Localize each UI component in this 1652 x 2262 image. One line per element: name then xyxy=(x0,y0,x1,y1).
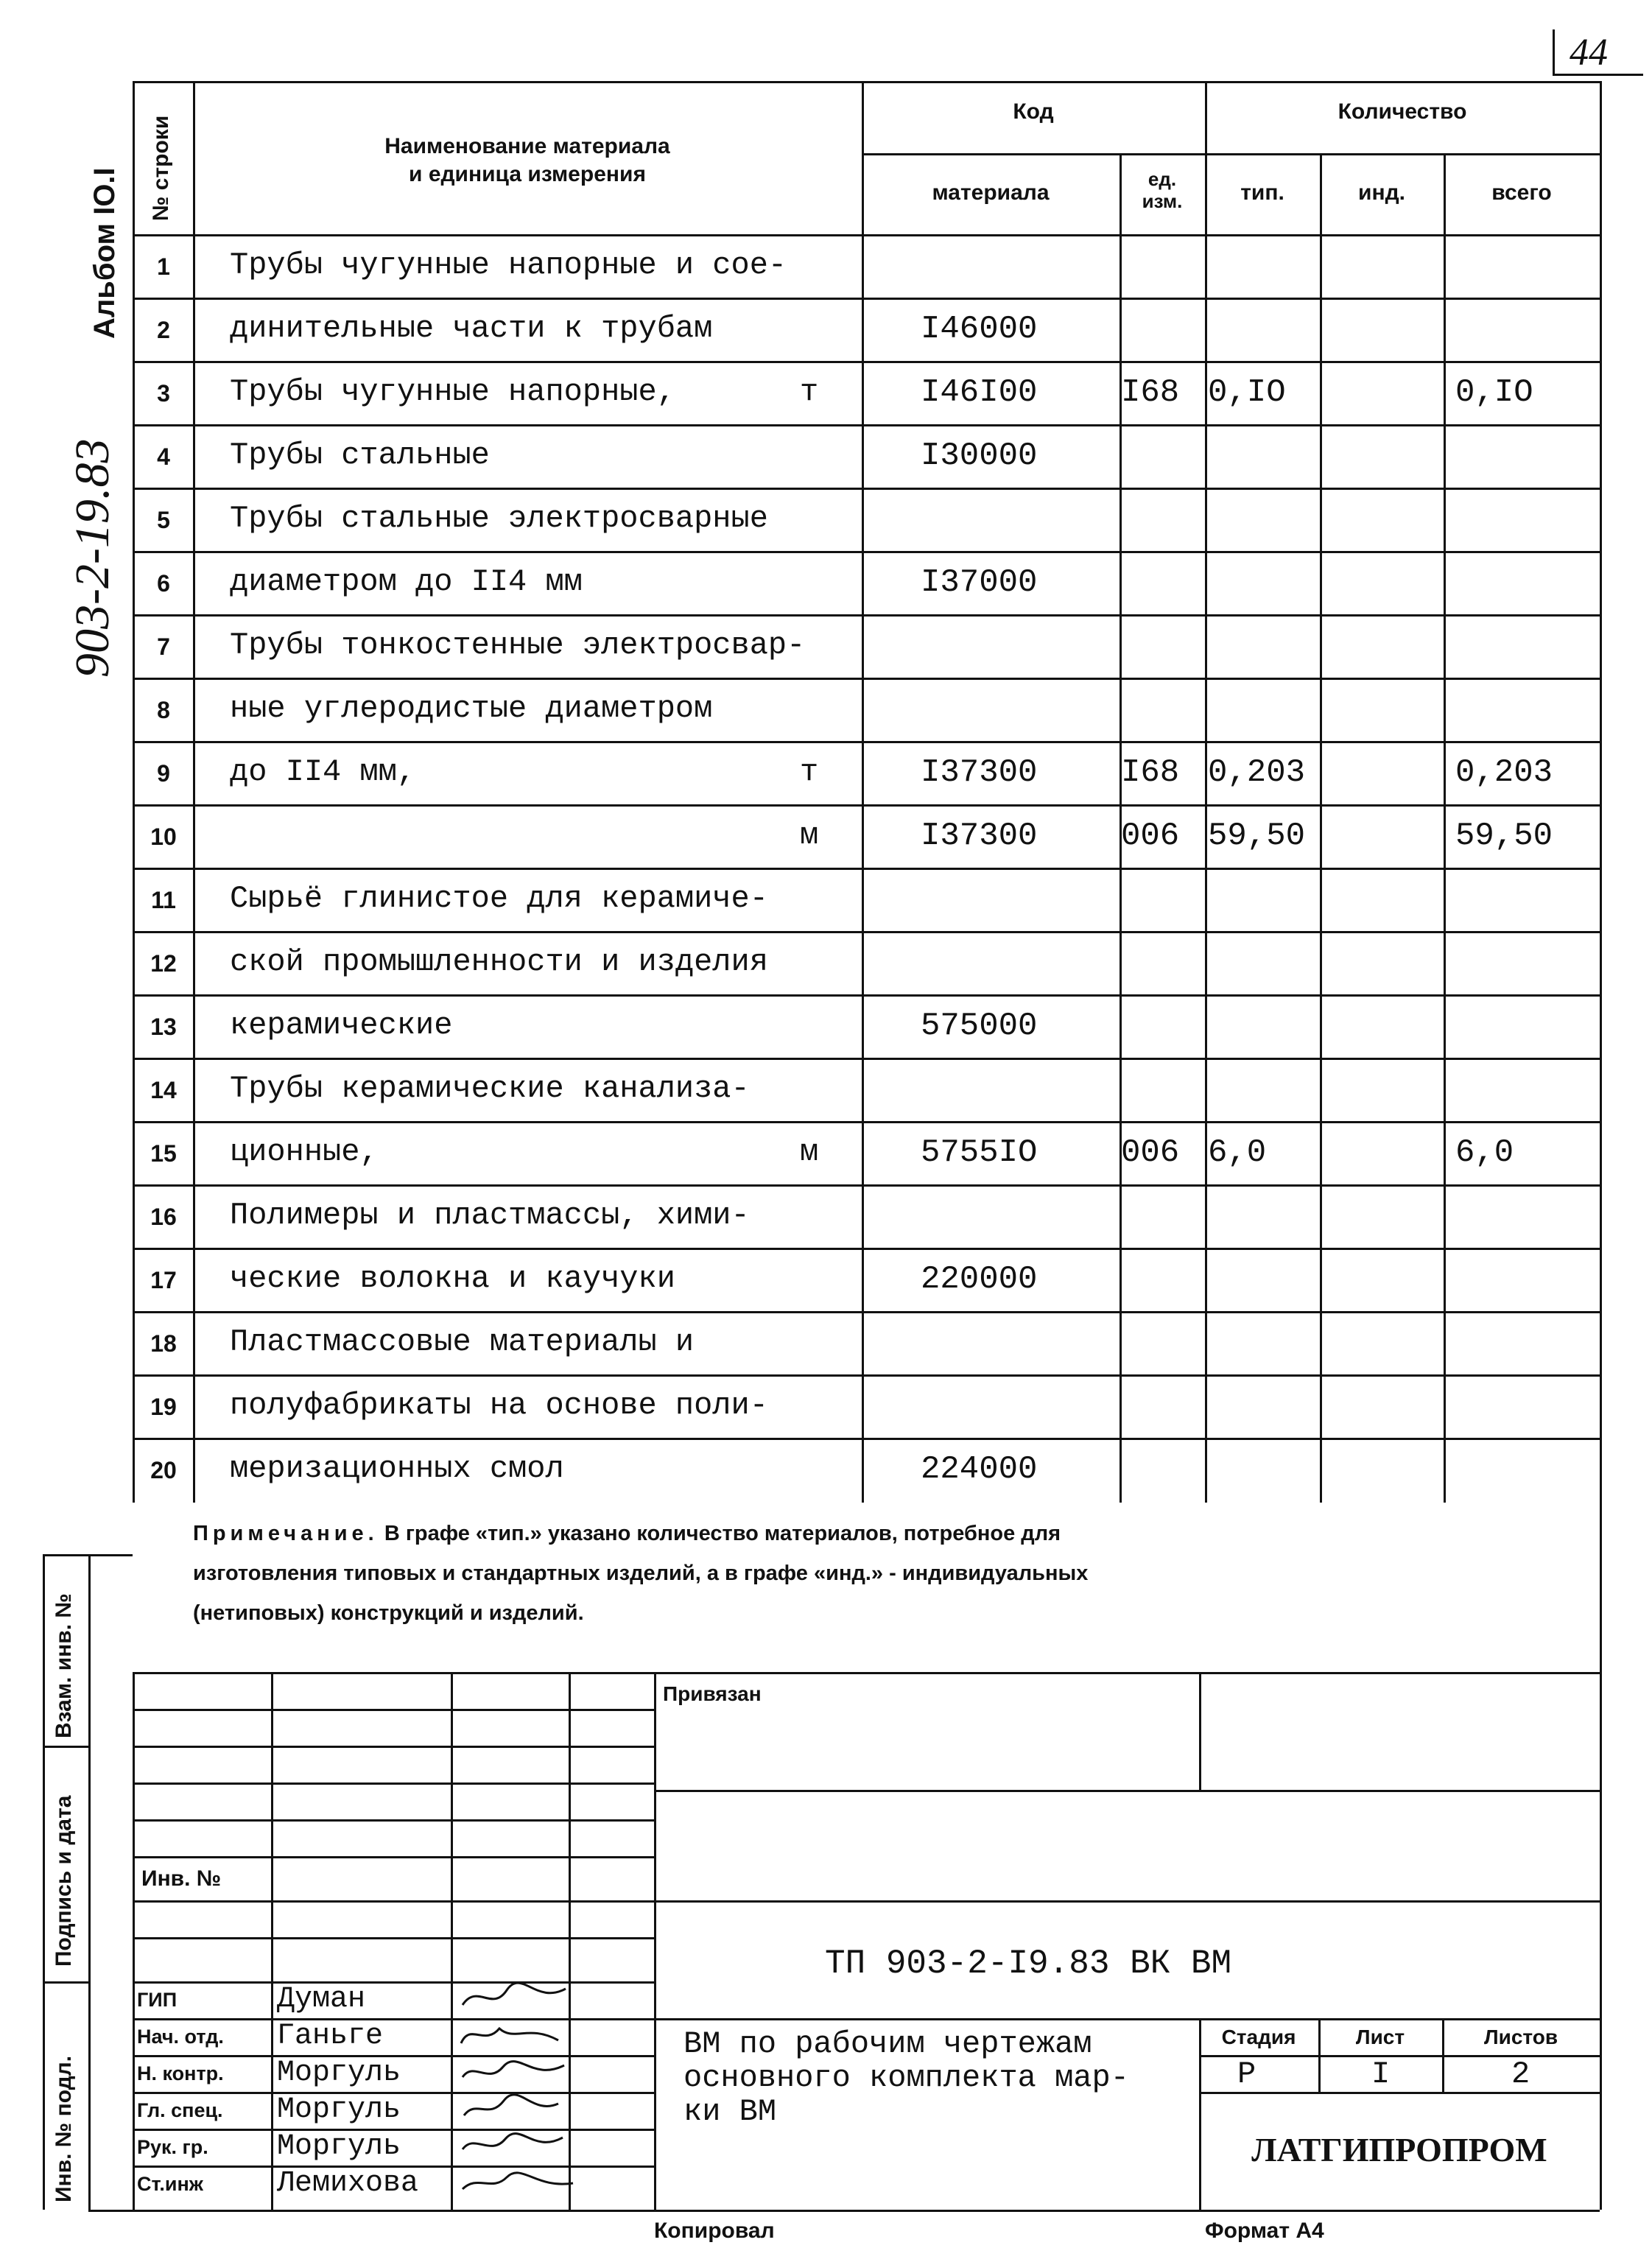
side-label-podpis: Подпись и дата xyxy=(52,1795,76,1967)
table-row-line xyxy=(133,804,1600,807)
side-strip-left xyxy=(43,1554,45,2210)
table-row-line xyxy=(133,1438,1600,1440)
row-name: полуфабрикаты на основе поли- xyxy=(230,1388,768,1423)
header-qty-ind: инд. xyxy=(1358,180,1405,205)
sheet-value: I xyxy=(1371,2056,1391,2092)
note-text-3: (нетиповых) конструкций и изделий. xyxy=(193,1601,584,1625)
note-label: Примечание. xyxy=(193,1522,379,1545)
row-qty-total: 6,0 xyxy=(1455,1134,1514,1171)
row-unit: м xyxy=(800,818,819,853)
side-label-vzam: Взам. инв. № xyxy=(52,1593,76,1738)
header-code-material: материала xyxy=(932,180,1050,205)
row-name: ные углеродистые диаметром xyxy=(230,691,713,726)
inv-no-label: Инв. № xyxy=(141,1866,222,1891)
row-number: 7 xyxy=(157,633,170,660)
row-code: I46000 xyxy=(921,311,1038,348)
header-code-unit: ед. изм. xyxy=(1142,168,1183,212)
table-row-line xyxy=(133,1248,1600,1250)
header-name: Наименование материала и единица измерения xyxy=(384,134,670,186)
row-code: I46I00 xyxy=(921,374,1038,411)
signature-role: Н. контр. xyxy=(137,2062,224,2084)
handwritten-signature xyxy=(455,1983,632,2018)
note-text-1: В графе «тип.» указано количество материалов, потребное для xyxy=(384,1522,1061,1545)
row-qty-typ: 0,203 xyxy=(1208,754,1306,791)
stamp-row-line xyxy=(133,1937,654,1939)
row-code: I30000 xyxy=(921,438,1038,474)
sheet-label: Лист xyxy=(1355,2026,1405,2048)
row-name: диаметром до II4 мм xyxy=(230,564,583,600)
handwritten-signature xyxy=(455,2167,632,2202)
signature-name: Моргуль xyxy=(277,2093,401,2126)
table-row-line xyxy=(133,298,1600,300)
table-row-line xyxy=(133,1311,1600,1313)
col-name-line xyxy=(862,81,864,1503)
row-name: ческие волокна и каучуки xyxy=(230,1261,675,1296)
row-number: 17 xyxy=(150,1267,177,1293)
row-number: 16 xyxy=(150,1204,177,1230)
signature-role: Гл. спец. xyxy=(137,2099,223,2121)
row-number: 2 xyxy=(157,317,170,343)
table-row-line xyxy=(133,361,1600,363)
signature-role: Ст.инж xyxy=(137,2173,203,2195)
col-ind-line xyxy=(1444,153,1446,1503)
row-number: 20 xyxy=(150,1457,177,1483)
table-row-line xyxy=(133,614,1600,617)
row-number: 15 xyxy=(150,1140,177,1167)
header-code: Код xyxy=(1013,99,1054,124)
sheet-number-box xyxy=(1553,29,1643,76)
row-number: 12 xyxy=(150,950,177,977)
row-code: 575000 xyxy=(921,1008,1038,1044)
stage-label: Стадия xyxy=(1221,2026,1296,2048)
row-name: Трубы чугунные напорные и сое- xyxy=(230,247,787,283)
handwritten-signature xyxy=(455,2130,632,2166)
album-code: 903-2-19.83 xyxy=(66,438,119,678)
stamp-row-line xyxy=(133,1819,654,1822)
row-number: 4 xyxy=(157,443,170,470)
table-row-line xyxy=(133,994,1600,997)
row-code: 5755IO xyxy=(921,1134,1038,1171)
row-code: I37300 xyxy=(921,754,1038,791)
row-number: 5 xyxy=(157,507,170,533)
side-strip-sep-2 xyxy=(43,1981,88,1984)
row-qty-total: 0,IO xyxy=(1455,374,1533,411)
sheet-number: 44 xyxy=(1570,32,1608,74)
header-qty-typ: тип. xyxy=(1240,180,1284,205)
side-strip-mid xyxy=(88,1554,91,2210)
row-name: Трубы чугунные напорные, xyxy=(230,374,675,410)
signature-role: Рук. гр. xyxy=(137,2136,208,2158)
row-code: 220000 xyxy=(921,1261,1038,1298)
signature-name: Моргуль xyxy=(277,2130,401,2163)
col-rownum-line xyxy=(193,81,195,1503)
handwritten-signature xyxy=(455,2093,632,2129)
row-unit: т xyxy=(800,754,819,790)
signature-name: Ганьге xyxy=(277,2020,384,2053)
table-row-line xyxy=(133,1058,1600,1060)
header-quantity: Количество xyxy=(1338,99,1467,124)
table-row-line xyxy=(133,741,1600,743)
row-number: 14 xyxy=(150,1077,177,1103)
row-name: Сырьё глинистое для керамиче- xyxy=(230,881,768,916)
doc-title: ВМ по рабочим чертежам основного комплекта мар- ки ВМ xyxy=(683,2026,1129,2129)
row-code: I37000 xyxy=(921,564,1038,601)
table-row-line xyxy=(133,551,1600,553)
signature-name: Думан xyxy=(277,1983,366,2016)
signature-name: Моргуль xyxy=(277,2056,401,2090)
row-number: 18 xyxy=(150,1330,177,1357)
row-number: 8 xyxy=(157,697,170,723)
table-row-line xyxy=(133,424,1600,426)
col-typ-line xyxy=(1320,153,1322,1503)
row-code: I37300 xyxy=(921,818,1038,854)
row-name: керамические xyxy=(230,1008,453,1043)
row-number: 19 xyxy=(150,1394,177,1420)
row-unit-code: I68 xyxy=(1121,374,1180,411)
sheets-label: Листов xyxy=(1483,2026,1558,2048)
table-row-line xyxy=(133,1184,1600,1187)
row-qty-total: 0,203 xyxy=(1455,754,1553,791)
row-qty-typ: 6,0 xyxy=(1208,1134,1267,1171)
note-text-2: изготовления типовых и стандартных изделий, а в графе «инд.» - индивидуальных xyxy=(193,1562,1089,1585)
handwritten-signature xyxy=(455,2020,632,2055)
album-label: Альбом IO.I xyxy=(88,167,121,339)
row-unit-code: I68 xyxy=(1121,754,1180,791)
stamp-row-line xyxy=(133,1900,1600,1903)
row-code: 224000 xyxy=(921,1451,1038,1488)
row-qty-total: 59,50 xyxy=(1455,818,1553,854)
row-name: Трубы стальные xyxy=(230,438,490,473)
col-unit-line xyxy=(1205,81,1207,1503)
table-row-line xyxy=(133,488,1600,490)
stamp-stage-value-line xyxy=(1199,2092,1600,2094)
row-name: Трубы керамические канализа- xyxy=(230,1071,750,1106)
stamp-privyazan-line xyxy=(654,1790,1600,1792)
row-number: 6 xyxy=(157,570,170,597)
table-row-line xyxy=(133,1121,1600,1123)
row-name: до II4 мм, xyxy=(230,754,416,790)
handwritten-signature xyxy=(455,2056,632,2092)
signature-role: Нач. отд. xyxy=(137,2026,224,2048)
privyazan-label: Привязан xyxy=(663,1682,762,1705)
side-strip-sep-1 xyxy=(43,1746,88,1748)
note-line-1 xyxy=(193,1522,1061,1546)
signature-name: Лемихова xyxy=(277,2167,419,2200)
footer-format: Формат А4 xyxy=(1205,2219,1324,2243)
stamp-right xyxy=(1600,1672,1602,2210)
stamp-col-4 xyxy=(654,1672,656,2210)
header-row-no: № строки xyxy=(149,115,173,221)
row-qty-typ: 0,IO xyxy=(1208,374,1286,411)
row-qty-typ: 59,50 xyxy=(1208,818,1306,854)
row-unit: м xyxy=(800,1134,819,1170)
row-number: 1 xyxy=(157,253,170,280)
signature-role: ГИП xyxy=(137,1989,177,2011)
stamp-row-line xyxy=(133,1709,654,1711)
sheets-value: 2 xyxy=(1511,2056,1530,2092)
header-qty-total: всего xyxy=(1491,180,1552,205)
row-unit: т xyxy=(800,374,819,410)
row-name: Полимеры и пластмассы, хими- xyxy=(230,1198,750,1233)
row-name: ционные, xyxy=(230,1134,379,1170)
row-number: 9 xyxy=(157,760,170,787)
stamp-row-line xyxy=(133,1782,654,1785)
note-bottom-line xyxy=(133,1672,1600,1674)
table-row-line xyxy=(133,868,1600,870)
organization-name: ЛАТГИПРОПРОМ xyxy=(1251,2131,1547,2168)
row-unit-code: 006 xyxy=(1121,1134,1180,1171)
table-row-line xyxy=(133,1374,1600,1377)
row-number: 11 xyxy=(151,887,176,913)
row-name: Трубы стальные электросварные xyxy=(230,501,768,536)
row-name: динительные части к трубам xyxy=(230,311,713,346)
stage-value: Р xyxy=(1237,2056,1256,2092)
table-top-line xyxy=(133,81,1600,83)
row-name: ской промышленности и изделия xyxy=(230,944,768,980)
row-name: Пластмассовые материалы и xyxy=(230,1324,695,1360)
stamp-row-line xyxy=(133,1856,654,1858)
table-row-line xyxy=(133,678,1600,680)
table-header-split xyxy=(862,153,1600,155)
stamp-bottom xyxy=(88,2210,1600,2212)
doc-code: ТП 903-2-I9.83 ВК ВМ xyxy=(825,1945,1232,1983)
footer-copied: Копировал xyxy=(654,2219,775,2243)
row-name: меризационных смол xyxy=(230,1451,564,1486)
row-number: 3 xyxy=(157,380,170,407)
stamp-privyazan-split xyxy=(1199,1672,1201,1790)
side-strip-top xyxy=(43,1554,133,1556)
table-right-line xyxy=(1600,81,1602,1672)
row-number: 10 xyxy=(150,823,177,850)
row-name: Трубы тонкостенные электросвар- xyxy=(230,628,806,663)
side-label-inv-podl: Инв. № подл. xyxy=(52,2055,76,2202)
row-unit-code: 006 xyxy=(1121,818,1180,854)
table-header-bottom xyxy=(133,234,1600,236)
row-number: 13 xyxy=(150,1014,177,1040)
stamp-row-line xyxy=(133,1746,654,1748)
table-row-line xyxy=(133,931,1600,933)
stamp-stage-header-line xyxy=(1199,2055,1600,2057)
